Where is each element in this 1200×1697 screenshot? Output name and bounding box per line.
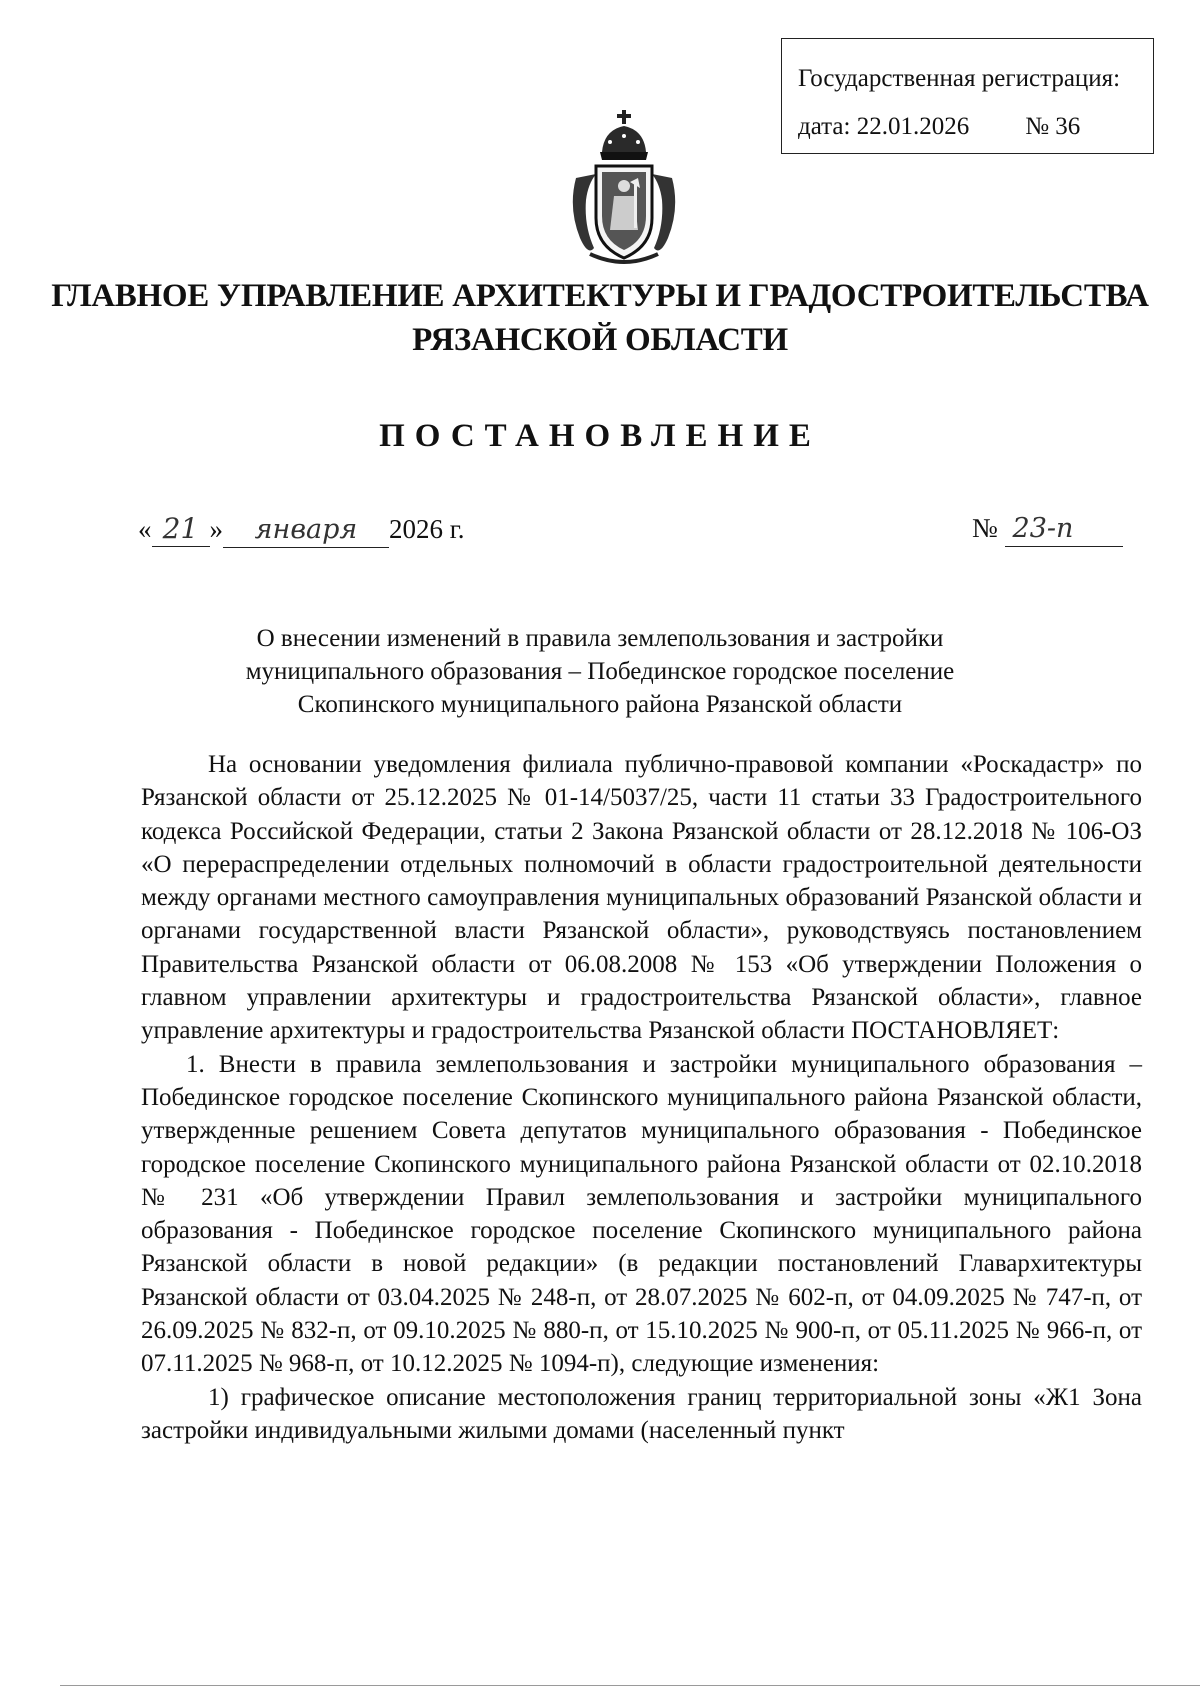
page-bottom-edge (60, 1685, 1200, 1686)
organization-line-2: РЯЗАНСКОЙ ОБЛАСТИ (412, 322, 788, 358)
organization-name (0, 274, 1200, 362)
title-line-2: муниципального образования – Побединское городское поселение (245, 658, 955, 685)
registration-stamp (781, 38, 1154, 154)
registration-title: Государственная регистрация: (798, 65, 1121, 92)
subclause-1: 1) графическое описание местоположения границ территориальной зоны «Ж1 Зона застройки индивидуальными жилыми домами (населенный пункт (141, 1383, 1142, 1444)
date-year: 2026 г. (389, 514, 465, 544)
title-line-3: Скопинского муниципального района Рязанской области (297, 691, 903, 718)
organization-line-1: ГЛАВНОЕ УПРАВЛЕНИЕ АРХИТЕКТУРЫ И ГРАДОСТРОИТЕЛЬСТВА (51, 278, 1149, 314)
document-date (138, 512, 465, 548)
document-title (0, 622, 1200, 721)
registration-number: № 36 (1025, 113, 1081, 140)
registration-details (798, 103, 1153, 151)
document-number (972, 512, 1123, 547)
coat-of-arms-icon (564, 108, 684, 268)
number-handwritten: 23-п (1005, 512, 1123, 547)
date-open-quote: « (138, 514, 152, 544)
number-prefix: № (972, 513, 998, 543)
document-type-heading: ПОСТАНОВЛЕНИЕ (379, 418, 821, 454)
date-day-handwritten: 21 (152, 512, 210, 547)
clause-1: 1. Внести в правила землепользования и застройки муниципального образования – Побединское городское поселение Скопинского муниципального района Рязанской области, утвержденные решением Совета депутатов муниципального образования - Побединское городское поселение Скопинского муниципального района Рязанской области от 02.10.2018 № 231 «Об утверждении Правил землепользования и застройки муниципального образования - Побединское городское поселение Скопинского муниципального района Рязанской области в новой редакции» (в редакции постановлений Главархитектуры Рязанской области от 03.04.2025 № 248-п, от 28.07.2025 № 602-п, от 04.09.2025 № 747-п, от 26.09.2025 № 832-п, от 09.10.2025 № 880-п, от 15.10.2025 № 900-п, от 05.11.2025 № 966-п, от 07.11.2025 № 968-п, от 10.12.2025 № 1094-п), следующие изменения: (141, 1050, 1142, 1378)
date-close-quote: » (209, 514, 223, 544)
title-line-1: О внесении изменений в правила землепользования и застройки (256, 625, 944, 652)
registration-date: дата: 22.01.2026 (798, 113, 970, 140)
preamble-paragraph: На основании уведомления филиала публично-правовой компании «Роскадастр» по Рязанской области от 25.12.2025 № 01-14/5037/25, части 11 статьи 33 Градостроительного кодекса Российской Федерации, статьи 2 Закона Рязанской области от 28.12.2018 № 106-ОЗ «О перераспределении отдельных полномочий в области градостроительной деятельности между органами местного самоуправления муниципальных образований Рязанской области и органами государственной власти Рязанской области», руководствуясь постановлением Правительства Рязанской области от 06.08.2008 № 153 «Об утверждении Положения о главном управлении архитектуры и градостроительства Рязанской области», главное управление архитектуры и градостроительства Рязанской области ПОСТАНОВЛЯЕТ: (141, 751, 1142, 1045)
document-body (141, 748, 1142, 1447)
date-month-handwritten: января (223, 513, 389, 548)
